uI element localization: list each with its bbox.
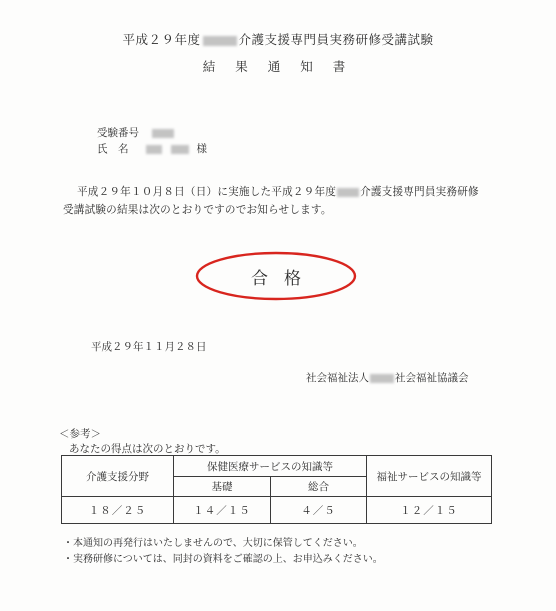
header-welfare: 福祉サービスの知識等 — [367, 456, 492, 497]
redacted-exam-number — [152, 129, 174, 138]
issuer-prefix: 社会福祉法人 — [306, 372, 369, 384]
redacted-issuer-prefecture — [370, 374, 394, 383]
score-basic: １４／１５ — [174, 497, 271, 524]
score-general: ４／５ — [271, 497, 367, 524]
name-row — [97, 141, 207, 156]
score-table — [61, 455, 492, 524]
reference-intro: あなたの得点は次のとおりです。 — [69, 443, 226, 455]
name-label: 氏 名 — [97, 143, 129, 155]
exam-number-row — [97, 125, 174, 140]
redacted-prefecture — [203, 36, 237, 46]
issuer — [306, 370, 469, 385]
exam-number-label: 受験番号 — [97, 127, 139, 139]
body-line-1 — [77, 184, 479, 199]
note-training: ・実務研修については、同封の資料をご確認の上、お申込みください。 — [63, 554, 383, 565]
result-label: 合格 — [251, 268, 317, 289]
redacted-given-name — [171, 145, 189, 154]
issuer-suffix: 社会福祉協議会 — [395, 372, 469, 384]
result-stamp — [194, 250, 358, 302]
subheader-general: 総合 — [271, 477, 367, 497]
score-care-support: １８／２５ — [62, 497, 174, 524]
body-line-1-suffix: 介護支援専門員実務研修 — [360, 186, 479, 198]
header-health-medical: 保健医療サービスの知識等 — [174, 456, 367, 477]
header-care-support: 介護支援分野 — [62, 456, 174, 497]
body-line-2: 受講試験の結果は次のとおりですのでお知らせします。 — [63, 204, 332, 216]
score-welfare: １２／１５ — [367, 497, 492, 524]
redacted-prefecture-body — [337, 188, 359, 197]
subheader-basic: 基礎 — [174, 477, 271, 497]
honorific: 様 — [196, 143, 208, 155]
reference-heading: ＜参考＞ — [59, 428, 101, 440]
body-line-1-prefix: 平成２９年１０月８日（日）に実施した平成２９年度 — [77, 186, 337, 198]
title-suffix: 介護支援専門員実務研修受講試験 — [238, 32, 434, 47]
title-prefix: 平成２９年度 — [122, 32, 201, 47]
document-subtitle: 結 果 通 知 書 — [202, 59, 354, 74]
note-reissue: ・本通知の再発行はいたしませんので、大切に保管してください。 — [63, 538, 363, 549]
score-table-header-row — [62, 456, 492, 477]
issue-date: 平成２９年１１月２８日 — [91, 341, 207, 353]
document-title — [0, 30, 556, 48]
score-table-values-row — [62, 497, 492, 524]
redacted-surname — [146, 145, 162, 154]
